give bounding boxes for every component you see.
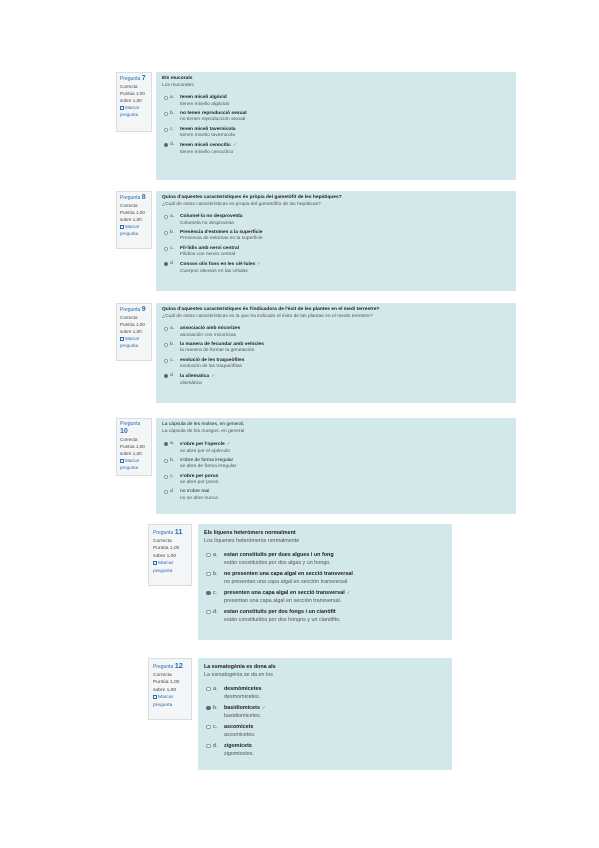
answer-option[interactable]: c. evolució de les traqueòfites evolución de las traqueófitas bbox=[162, 358, 510, 371]
correct-icon: ✓ bbox=[346, 590, 351, 595]
flag-icon bbox=[120, 337, 124, 341]
radio-button[interactable] bbox=[164, 231, 168, 235]
answer-option[interactable]: b. la manera de fecundar amb vehicles la manera de formar la genetación bbox=[162, 342, 510, 355]
correct-icon: ✓ bbox=[226, 441, 231, 447]
radio-button-selected[interactable] bbox=[164, 262, 168, 266]
correct-icon: ✓ bbox=[211, 373, 215, 379]
correct-icon: ✓ bbox=[232, 142, 237, 148]
answer-option[interactable]: c. tenen miceli tavernicola tienen micelio tavernicola bbox=[162, 127, 510, 140]
flag-icon bbox=[120, 459, 124, 463]
answer-option[interactable]: a. desmòmicetes desmomicetes. bbox=[204, 685, 446, 701]
question-number: Pregunta 7 bbox=[120, 75, 146, 82]
answer-options bbox=[204, 551, 446, 624]
flag-question-link[interactable]: Marcar pregunta bbox=[153, 695, 174, 708]
question-status: Correcta bbox=[153, 672, 172, 678]
answer-option[interactable]: c. s'obre per porus se abre por poros bbox=[162, 474, 510, 487]
radio-button[interactable] bbox=[164, 359, 168, 363]
answer-option[interactable]: c. Fil·lidis amb nervi central Filidios con nervio central bbox=[162, 246, 510, 259]
question-score: Puntúa 1,00 sobre 1,00 bbox=[120, 322, 145, 334]
radio-button[interactable] bbox=[206, 610, 211, 615]
question-text: La esmatogènia es dona als bbox=[204, 664, 276, 670]
question-info bbox=[116, 191, 152, 249]
flag-icon bbox=[120, 106, 124, 110]
correct-icon: ✓ bbox=[257, 261, 261, 267]
question-text-translation: ¿Cuál de estas características es la que ha indicado el éxito de las plantas en el medio terrestre? bbox=[162, 313, 373, 319]
answer-option[interactable]: c. presenten una capa algal en secció transversal ✓ presentan una capa algal en sección transversal. bbox=[204, 589, 446, 605]
answer-option[interactable]: b. s'obre de forma irregular se abre de forma irregular bbox=[162, 458, 510, 471]
question-info bbox=[148, 658, 192, 720]
question-text: Els líquens heteròmers normalment bbox=[204, 530, 296, 536]
flag-question-link[interactable]: Marcar pregunta bbox=[120, 224, 140, 236]
answer-option[interactable]: a. tenen miceli algòcid tienen micelio algácido bbox=[162, 95, 510, 108]
question-score: Puntúa 1,00 sobre 1,00 bbox=[120, 210, 145, 222]
question-number: Pregunta 10 bbox=[120, 421, 141, 435]
question-content bbox=[156, 418, 516, 514]
radio-button[interactable] bbox=[164, 112, 168, 116]
question-info bbox=[116, 418, 152, 476]
radio-button-selected[interactable] bbox=[164, 374, 168, 378]
question-text-translation: Los líquenes heterómeros normalmente bbox=[204, 538, 300, 544]
question-info bbox=[116, 72, 152, 132]
question-number: Pregunta 12 bbox=[153, 661, 183, 670]
answer-option[interactable]: c. ascomicets ascomicetes. bbox=[204, 723, 446, 739]
question-score: Puntúa 1,00 sobre 1,00 bbox=[153, 680, 180, 693]
flag-question-link[interactable]: Marcar pregunta bbox=[120, 458, 140, 470]
radio-button[interactable] bbox=[206, 744, 211, 749]
question-number: Pregunta 9 bbox=[120, 306, 146, 313]
radio-button[interactable] bbox=[164, 459, 168, 463]
question-content bbox=[198, 658, 452, 770]
question-score: Puntúa 1,00 sobre 1,00 bbox=[120, 444, 145, 456]
answer-option[interactable]: d. no s'obre mai no se abre nunca bbox=[162, 489, 510, 502]
question-info bbox=[148, 524, 192, 586]
question-status: Correcta bbox=[120, 315, 138, 320]
correct-icon: ✓ bbox=[261, 705, 266, 710]
question-content bbox=[156, 72, 516, 180]
question-status: Correcta bbox=[120, 203, 138, 208]
answer-option[interactable]: b. no tenen reproducció sexual no tienen reproducción sexual bbox=[162, 111, 510, 124]
flag-icon bbox=[153, 561, 157, 565]
question-info bbox=[116, 303, 152, 361]
question-status: Correcta bbox=[120, 437, 138, 442]
question-content bbox=[198, 524, 452, 640]
answer-option[interactable]: a. associació amb micorizes asociación con micorrizas bbox=[162, 326, 510, 339]
question-status: Correcta bbox=[120, 84, 138, 89]
question-text-translation: Los mucorales bbox=[162, 82, 194, 88]
answer-option[interactable]: a. Columel·la no desproveïda Columela no desprovista bbox=[162, 214, 510, 227]
answer-option[interactable]: b. basidiomicets ✓ basidiomicetes. bbox=[204, 704, 446, 720]
question-score: Puntúa 1,00 sobre 1,00 bbox=[153, 546, 180, 559]
question-text-translation: La esmatogénia se da en los bbox=[204, 672, 273, 678]
question-text: La càpsula de les molses, en general, bbox=[162, 422, 245, 427]
flag-question-link[interactable]: Marcar pregunta bbox=[153, 561, 174, 574]
answer-option[interactable]: d. tenen miceli cenocític ✓ tienen micelio cenocítico bbox=[162, 142, 510, 156]
flag-question-link[interactable]: Marcar pregunta bbox=[120, 336, 140, 348]
radio-button-selected[interactable] bbox=[206, 706, 211, 711]
radio-button[interactable] bbox=[206, 572, 211, 577]
question-content bbox=[156, 191, 516, 291]
question-number: Pregunta 8 bbox=[120, 194, 146, 201]
radio-button-selected[interactable] bbox=[164, 442, 168, 446]
answer-options bbox=[162, 326, 510, 387]
radio-button[interactable] bbox=[164, 475, 168, 479]
question-text-translation: La cápsula de los musgos, en general bbox=[162, 428, 245, 434]
answer-options bbox=[204, 685, 446, 758]
answer-option[interactable]: d. estan constituïts per dos fongs i un cianòfit están constituidos por dos hongos y un cianófito. bbox=[204, 608, 446, 624]
radio-button[interactable] bbox=[164, 247, 168, 251]
radio-button[interactable] bbox=[164, 215, 168, 219]
answer-options bbox=[162, 95, 510, 156]
radio-button[interactable] bbox=[206, 725, 211, 730]
answer-option[interactable]: a. estan constituïts per dues algues i un fong están constituidos por dos algas y un hongo. bbox=[204, 551, 446, 567]
flag-icon bbox=[120, 225, 124, 229]
answer-option[interactable]: d. Cossos olis fons en les cèl·lules ✓ Cuerpos oleosos en las células bbox=[162, 261, 510, 275]
radio-button[interactable] bbox=[164, 327, 168, 331]
radio-button[interactable] bbox=[206, 553, 211, 558]
question-content bbox=[156, 303, 516, 403]
answer-options bbox=[162, 214, 510, 275]
answer-option[interactable]: d. zigomicets zigomicetes. bbox=[204, 742, 446, 758]
answer-option[interactable]: a. s'obre per l'opercle ✓ se abre por el opérculo bbox=[162, 441, 510, 455]
question-text-translation: ¿Cuál de estas características es propia del gametófito de las hepáticas? bbox=[162, 201, 321, 207]
question-text: Quina d'aquestes característiques és l'indicadora de l'èxit de les plantes en el medi terrestre? bbox=[162, 307, 380, 312]
answer-option[interactable]: b. no presenten una capa algal en secció transversal no presentan una capa algal en sección transversal bbox=[204, 570, 446, 586]
question-number: Pregunta 11 bbox=[153, 527, 183, 536]
answer-option[interactable]: d. la xilematica ✓ xilemática bbox=[162, 373, 510, 387]
flag-question-link[interactable]: Marcar pregunta bbox=[120, 105, 140, 117]
radio-button[interactable] bbox=[164, 128, 168, 132]
radio-button[interactable] bbox=[164, 343, 168, 347]
radio-button-selected[interactable] bbox=[206, 591, 211, 596]
question-status: Correcta bbox=[153, 538, 172, 544]
radio-button-selected[interactable] bbox=[164, 143, 168, 147]
radio-button[interactable] bbox=[164, 96, 168, 100]
question-score: Puntúa 1,00 sobre 1,00 bbox=[120, 91, 145, 103]
radio-button[interactable] bbox=[164, 490, 168, 494]
answer-options bbox=[162, 441, 510, 502]
flag-icon bbox=[153, 695, 157, 699]
question-text: Els mucorals bbox=[162, 76, 193, 81]
radio-button[interactable] bbox=[206, 687, 211, 692]
answer-option[interactable]: b. Presència d'estomes a la superfície Presencia de estomas en la superficie bbox=[162, 230, 510, 243]
question-text: Quina d'aquestes característiques és pròpia del gametòfit de les hepàtiques? bbox=[162, 195, 342, 200]
